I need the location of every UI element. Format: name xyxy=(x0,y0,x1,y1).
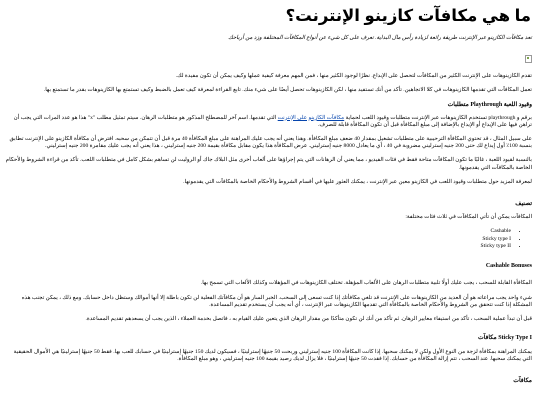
broken-image-icon xyxy=(525,55,532,63)
heading-bonus-types: مكافآت xyxy=(513,377,532,384)
paragraph-cashable: المكافأة القابلة للسحب ، يجب عليك أولًا تلبية متطلبات الرهان على الألعاب المؤهلة. تختلف الكازينوهات في المؤهلات وكذلك الألعاب التي تسمح بها. xyxy=(200,280,532,287)
bonus-categories-list xyxy=(5,228,521,250)
article-title: ما هي مكافآت كازينو الإنترنت؟ xyxy=(285,7,531,25)
paragraph-playthrough-text-start: برقم و playthrough تستخدم الكازينوهات عبر الإنترنت متطلبات وقيود اللعب لحماية xyxy=(344,114,532,121)
paragraph-before-withdrawal: قبل أن تبدأ عملية السحب ، تأكد من استيفاء معايير الرهان. ثم تأكد من أنك لن تكون متأكدًا من مقدار الرهان الذي يتعين عليك القيام به ، فاتصل بخدمة العملاء ، الذين يجب أن يسعدهم تقديم المساعدة. xyxy=(85,316,532,323)
paragraph-intro: تقدم الكازينوهات على الإنترنت الكثير من المكافآت لتحصل على الإبداع. نظرًا لوجود الكثير منها ، فمن المهم معرفة كيفية عملها وكيف يمكن أن تكون مفيدة لك. xyxy=(175,73,532,80)
heading-classification: تصنيف xyxy=(515,201,532,208)
paragraph-sticky-type-1: يمكنك المراهنة بمكافأة لزجة من النوع الأول ولكن لا يمكنك سحبها. إذا كانت المكافأة 100 جنيه إسترليني وربحت 50 جنيهًا إسترلينيًا ، فسيكون لديك 150 جنيهًا إسترلينيًا في حسابك للعب بها. فقط 50 جنيهًا إسترلينيًا هي الأموال الحقيقية التي يمكنك سحبها. عند السحب ، تتم إزالة المكافأة من حسابك. إذا فقدت 50 جنيهًا إسترلينيًا ، فلا يزال لديك رصيد بقيمة 100 جنيه إسترليني ، وهو مبلغ المكافأة. xyxy=(13,349,532,363)
paragraph-playthrough-text-end: التي تقدمها. اسم آخر للمصطلح المذكور هو متطلبات الرهان. سيتم تمثيل مطلب "x" هذا هو عدد المرات التي يجب أن تراهن فيها على الإيداع أو الإيداع بالإضافة إلى مبلغ المكافأة قبل أن تكون المكافأة قابلة للصرف. xyxy=(13,114,532,128)
list-item: • Sticky type I xyxy=(5,236,511,243)
online-casino-bonuses-link[interactable]: مكافآت الكازينو على الإنترنت xyxy=(277,114,345,121)
list-item: • Cashable xyxy=(5,228,511,235)
spacer xyxy=(5,193,535,201)
heading-cashable-bonuses: Cashable Bonuses xyxy=(485,263,532,270)
paragraph-categories-intro: المكافآت يمكن أن تأتي المكافآت في ثلاث فئات مختلفة: xyxy=(405,214,532,221)
heading-playthrough: وقيود اللعبة Playthrough متطلبات xyxy=(447,101,532,108)
list-item: • Sticky type II xyxy=(5,243,511,250)
paragraph-example: على سبيل المثال ، قد تحتوي المكافأة الترحيبية على متطلبات تشغيل بمقدار 40 ضعف مبلغ المكافأة. وهذا يعني أنه يجب عليك المراهنة على مبلغ المكافأة 40 مرة قبل أن تتمكن من سحبه. افترض أن مكافأة الكازينو على الإنترنت تطابق بنسبة 100٪ أول إيداع لك حتى 200 جنيه إسترليني مضروبة في 40 ، أي ما يعادل 8000 جنيه إسترليني. عرض المكافأة هذا يكون مقابل مكافأة بقيمة 200 جنيه إسترليني ، هذا يعني أنه يجب عليك مقامرة 200 جنيه إسترليني. xyxy=(9,136,532,150)
paragraph-playthrough xyxy=(5,115,532,129)
heading-sticky-type-1: Sticky Type I مكافآت xyxy=(478,335,532,342)
article-lead: تعد مكافآت الكازينو عبر الإنترنت طريقة رائعة لزيادة رأس مال البداية. تعرف على كل شيء عن أنواع المكافآت المختلفة وزد من أرباحك xyxy=(228,35,532,41)
paragraph-bonuses-work: تعمل المكافآت التي تقدمها الكازينوهات في كلا الاتجاهين. تأكد من أنك تستفيد منها ، لكن الكازينوهات تحصل أيضًا على شيء منك. تابع القراءة لمعرفة كيف تعمل بالضبط وكيف تستمتع بها الكازينوهات بقدر ما تستمتع بها. xyxy=(43,87,532,94)
paragraph-game-restrictions: بالنسبة لقيود اللعبة ، غالبًا ما تكون المكافآت متاحة فقط في فئات الفيديو ، مما يعني أن الرهانات التي يتم إجراؤها على ألعاب أخرى مثل البلاك جاك أو الروليت لن تساهم بشكل كامل في متطلبات اللعب. تأكد من قراءة الشروط والأحكام الخاصة بالمكافآت التي يقدمونها. xyxy=(5,157,532,171)
paragraph-learn-more: لمعرفة المزيد حول متطلبات وقيود اللعب في الكازينو معين عبر الإنترنت ، يمكنك العثور عليها في أقسام الشروط والأحكام الخاصة بالمكافآت التي يقدمونها. xyxy=(183,178,532,185)
paragraph-withdrawal-void: شيء واحد يجب مراعاته هو أن العديد من الكازينوهات على الإنترنت قد تلغي مكافأتك إذا كنت تسعى إلى السحب. الخبر السار هو أن مكافآتك الفعلية لن تكون باطلة إلا أنها أموالك وستظل داخل حسابك. ومع ذلك ، يمكن تجنب هذه المشكلة إذا كنت تتحقق من الشروط والأحكام الخاصة بالمكافأة التي تقدمها الكازينوهات عبر الإنترنت ، أي أنه يجب أن يستخدم تقديم المساعدة. xyxy=(21,294,532,308)
